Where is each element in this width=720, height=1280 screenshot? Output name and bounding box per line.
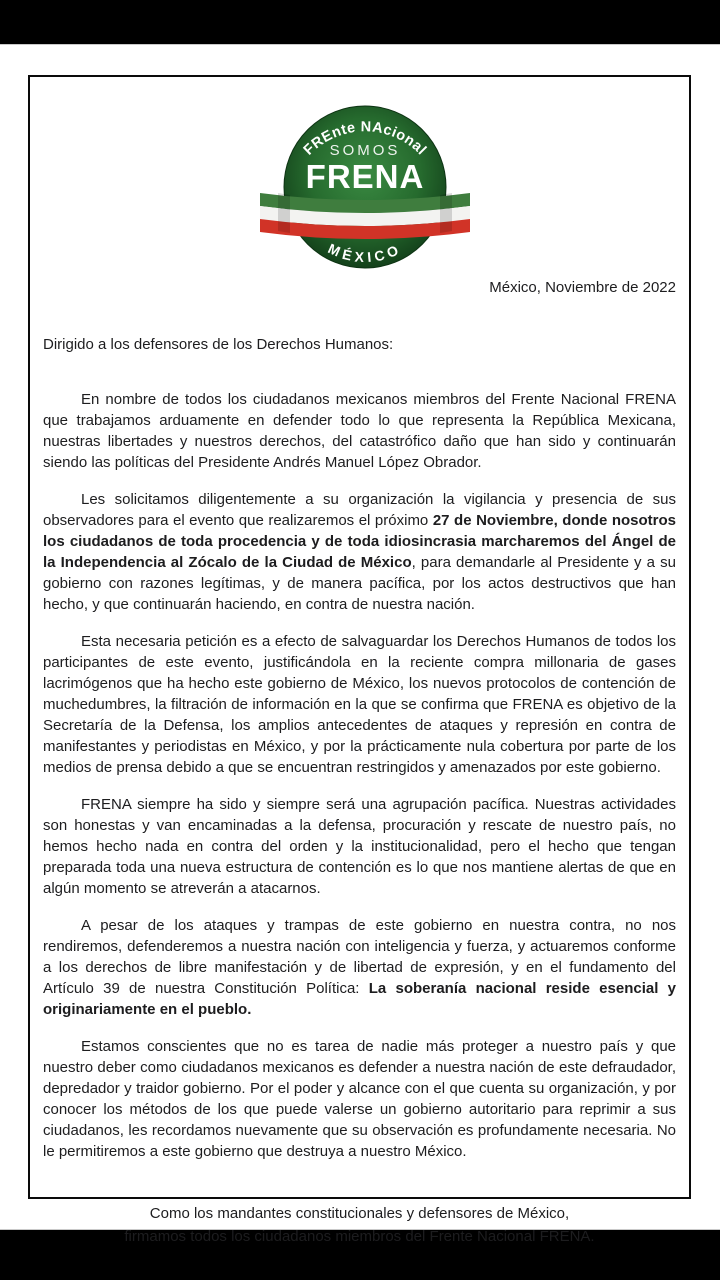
- paragraph-6: Estamos conscientes que no es tarea de nadie más proteger a nuestro país y que nuestro deber como ciudadanos mexicanos es defender a nuestra nación de este defraudador, depredador y traidor gobierno. Por el poder y alcance con el que cuenta su organización, y por conocer los métodos de los que puede valerse un gobierno autoritario para reprimir a sus ciudadanos, les recordamos nuevamente que su observación es profundamente necesaria. No le permitiremos a este gobierno que destruya a nuestro México.: [43, 1038, 676, 1160]
- paragraph-1: En nombre de todos los ciudadanos mexicanos miembros del Frente Nacional FRENA que trabajamos arduamente en defender todo lo que representa la República Mexicana, nuestras libertades y nuestros derechos, del catastrófico daño que han sido y continuarán siendo las políticas del Presidente Andrés Manuel López Obrador.: [43, 391, 676, 471]
- letterbox-top: [0, 0, 720, 45]
- paragraph-3: Esta necesaria petición es a efecto de salvaguardar los Derechos Humanos de todos los participantes de este evento, justificándola en la reciente compra millonaria de gases lacrimógenos que ha hecho este gobierno de México, los nuevos protocolos de contención de muchedumbres, la filtración de información en la que se confirma que FRENA es objetivo de la Secretaría de la Defensa, los amplios antecedentes de ataques y represión en contra de manifestantes y periodistas en México, y por la prácticamente nula cobertura por parte de los medios de prensa debido a que se encuentran restringidos y amenazados por este gobierno.: [43, 633, 676, 776]
- closing-line-2: firmamos todos los ciudadanos miembros del Frente Nacional FRENA.: [124, 1228, 595, 1245]
- paragraph-5-text: A pesar de los ataques y trampas de este gobierno en nuestra contra, no nos rendiremos, defenderemos a nuestra nación con inteligencia y fuerza, y actuaremos conforme a los derechos de libre manifestación y de libertad de expresión, y en el fundamento del Artículo 39 de nuestra Constitución Política:: [43, 917, 676, 997]
- paragraph-2-bold-text: 27 de Noviembre, donde nosotros los ciudadanos de toda procedencia y de toda idiosincrasia marcharemos del Ángel de la Independencia al Zócalo de la Ciudad de México: [43, 512, 676, 571]
- frena-logo: [260, 103, 470, 271]
- closing-line-1: Como los mandantes constitucionales y defensores de México,: [149, 1205, 570, 1222]
- paragraph-4: FRENA siempre ha sido y siempre será una agrupación pacífica. Nuestras actividades son honestas y van encaminadas a la defensa, procuración y rescate de nuestro país, no hemos hecho nada en contra del orden y la institucionalidad, pero el hecho que tengan preparada toda una nueva estructura de contención es lo que nos mantiene alertas de que en algún momento se atreverán a atacarnos.: [43, 796, 676, 897]
- paragraph-5-bold-text: La soberanía nacional reside esencial y originariamente en el pueblo.: [43, 980, 676, 1018]
- logo-somos-text: SOMOS: [329, 142, 400, 159]
- logo-frena-text: FRENA: [305, 158, 424, 195]
- logo-top-arc-text: FREnte NAcional: [300, 119, 429, 159]
- paragraph-2-text-end: , para demandarle al Presidente y a su gobierno con razones legítimas, y de manera pacífica, por los actos destructivos que han hecho, y que continuarán haciendo, en contra de nuestra nación.: [43, 554, 676, 613]
- paragraph-2: [43, 489, 676, 615]
- letter-document: [28, 75, 691, 1245]
- paragraph-5: [43, 915, 676, 1020]
- paragraph-2-text: Les solicitamos diligentemente a su organización la vigilancia y presencia de sus observadores para el evento que realizaremos el próximo: [43, 491, 676, 529]
- closing-statement: [43, 1202, 676, 1248]
- letter-date: México, Noviembre de 2022: [489, 279, 676, 296]
- frena-logo-badge-icon: [260, 103, 470, 271]
- logo-mexico-text: MÉXICO: [325, 240, 404, 266]
- letter-salutation: Dirigido a los defensores de los Derechos Humanos:: [43, 336, 394, 353]
